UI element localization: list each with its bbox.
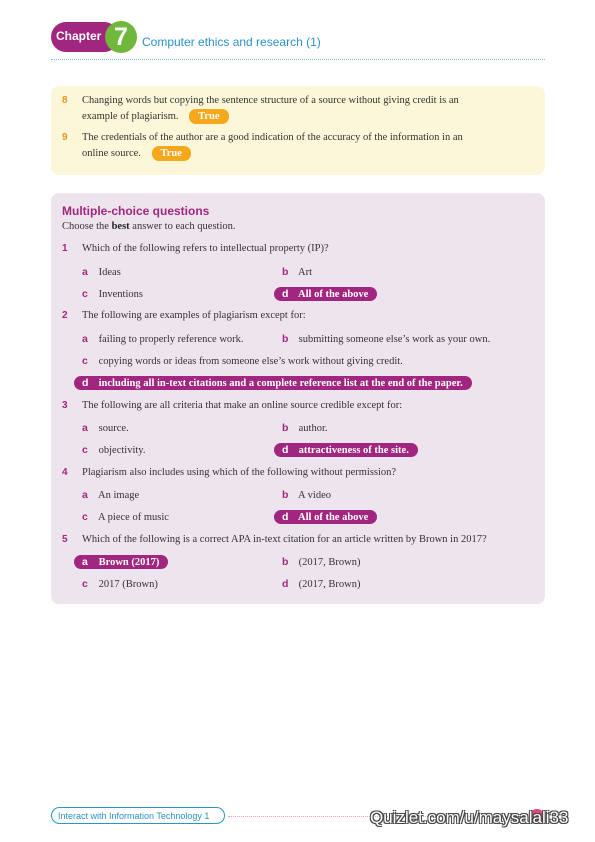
- section-title: Multiple-choice questions: [62, 204, 210, 218]
- chapter-word: Chapter: [56, 29, 102, 43]
- option-2a: [82, 333, 244, 345]
- option-text: (2017, Brown): [298, 557, 361, 568]
- question-text: The following are all criteria that make an online source credible except for:: [82, 400, 403, 411]
- watermark: Quizlet.com/u/maysalali33: [370, 808, 569, 827]
- option-letter: a: [82, 556, 88, 568]
- multiple-choice-panel: [51, 193, 545, 604]
- question-text: Which of the following refers to intellectual property (IP)?: [82, 243, 329, 254]
- option-letter: b: [282, 422, 289, 434]
- option-2c: [82, 355, 403, 367]
- option-text: copying words or ideas from someone else’s work without giving credit.: [98, 356, 403, 367]
- option-letter: d: [282, 511, 289, 523]
- question-line: Changing words but copying the sentence structure of a source without giving credit is an: [82, 95, 459, 106]
- option-text: All of the above: [298, 289, 369, 300]
- option-letter: d: [282, 288, 289, 300]
- question-text: Plagiarism also includes using which of the following without permission?: [82, 467, 397, 478]
- option-5d: [282, 578, 360, 590]
- correct-answer-5a: [74, 555, 168, 569]
- option-letter: b: [282, 333, 289, 345]
- option-text: objectivity.: [98, 445, 146, 456]
- option-letter: d: [82, 377, 89, 389]
- option-text: including all in-text citations and a complete reference list at the end of the paper.: [98, 378, 463, 389]
- question-text: Which of the following is a correct APA in-text citation for an article written by Brown in 2017?: [82, 534, 487, 545]
- option-letter: c: [82, 355, 88, 367]
- instruction-text: answer to each question.: [129, 221, 236, 232]
- chapter-number: 7: [105, 21, 137, 53]
- option-text: Ideas: [98, 267, 121, 278]
- option-text: author.: [298, 423, 328, 434]
- option-letter: a: [82, 422, 88, 434]
- option-text: failing to properly reference work.: [98, 334, 244, 345]
- option-1a: [82, 266, 121, 278]
- option-text: Brown (2017): [98, 557, 160, 568]
- instruction-text: Choose the: [62, 221, 112, 232]
- option-letter: c: [82, 444, 88, 456]
- option-1c: [82, 288, 143, 300]
- correct-answer-2d: [74, 376, 472, 390]
- option-letter: a: [82, 266, 88, 278]
- option-letter: b: [282, 266, 289, 278]
- option-text: (2017, Brown): [298, 579, 361, 590]
- option-letter: d: [282, 578, 289, 590]
- option-4a: [82, 489, 139, 501]
- option-text: A video: [298, 490, 332, 501]
- question-text: [82, 93, 522, 125]
- option-text: Art: [298, 267, 313, 278]
- correct-answer-1d: [274, 287, 377, 301]
- option-letter: b: [282, 489, 289, 501]
- correct-answer-3d: [274, 443, 418, 457]
- instruction-emphasis: best: [111, 221, 130, 232]
- option-text: An image: [98, 490, 140, 501]
- question-text: [82, 130, 522, 162]
- chapter-badge: [51, 22, 137, 52]
- option-letter: a: [82, 489, 88, 501]
- answer-badge: True: [189, 109, 228, 124]
- instructions: [62, 221, 236, 232]
- option-3b: [282, 422, 328, 434]
- option-4b: [282, 489, 331, 501]
- question-number: 2: [62, 310, 68, 321]
- option-text: Inventions: [98, 289, 143, 300]
- option-3a: [82, 422, 129, 434]
- option-5c: [82, 578, 158, 590]
- option-text: 2017 (Brown): [98, 579, 158, 590]
- question-text: The following are examples of plagiarism except for:: [82, 310, 306, 321]
- option-text: submitting someone else’s work as your own.: [298, 334, 491, 345]
- chapter-title: Computer ethics and research (1): [142, 35, 321, 49]
- answer-badge: True: [152, 146, 191, 161]
- option-text: source.: [98, 423, 129, 434]
- option-2b: [282, 333, 490, 345]
- option-letter: d: [282, 444, 289, 456]
- question-line: The credentials of the author are a good indication of the accuracy of the information in an: [82, 132, 463, 143]
- question-number: 5: [62, 534, 68, 545]
- option-1b: [282, 266, 312, 278]
- option-letter: b: [282, 556, 289, 568]
- question-number: 9: [62, 132, 68, 143]
- option-5b: [282, 556, 360, 568]
- option-4c: [82, 511, 169, 523]
- question-number: 1: [62, 243, 68, 254]
- question-number: 3: [62, 400, 68, 411]
- book-title: Interact with Information Technology 1: [51, 807, 225, 824]
- correct-answer-4d: [274, 510, 377, 524]
- header-divider: [51, 59, 545, 60]
- option-text: attractiveness of the site.: [298, 445, 409, 456]
- question-line: online source.: [82, 148, 141, 159]
- question-number: 8: [62, 95, 68, 106]
- question-number: 4: [62, 467, 68, 478]
- option-text: All of the above: [298, 512, 369, 523]
- option-letter: c: [82, 288, 88, 300]
- option-letter: c: [82, 511, 88, 523]
- true-false-panel: [51, 86, 545, 175]
- option-letter: c: [82, 578, 88, 590]
- question-line: example of plagiarism.: [82, 111, 179, 122]
- option-letter: a: [82, 333, 88, 345]
- option-3c: [82, 444, 145, 456]
- option-text: A piece of music: [98, 512, 169, 523]
